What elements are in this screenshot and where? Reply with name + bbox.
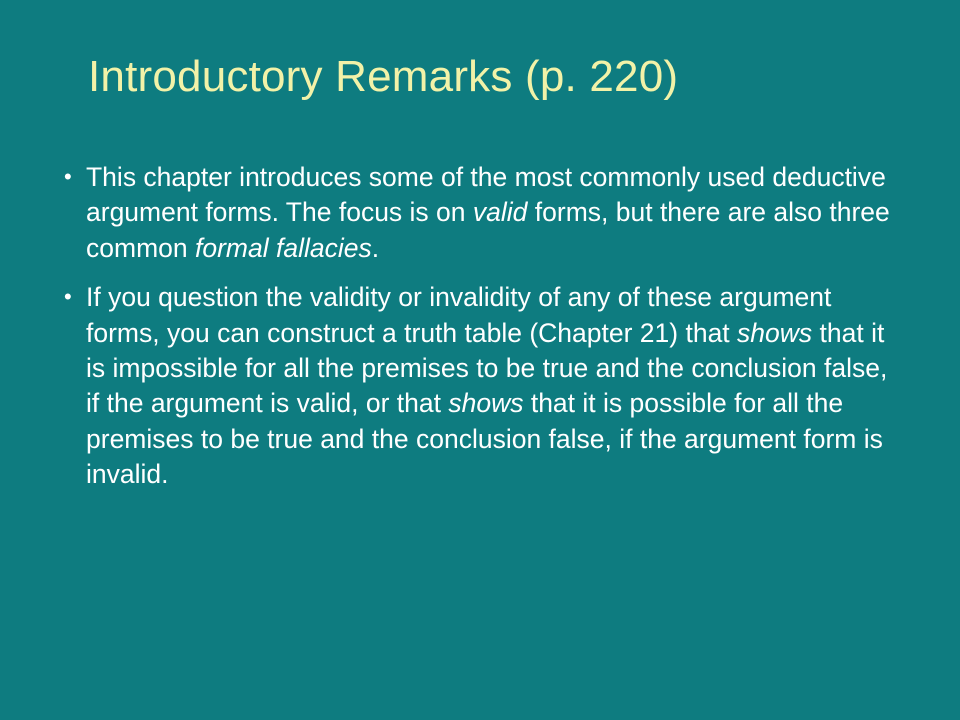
slide-body [58, 160, 918, 506]
list-item [58, 160, 918, 266]
list-item [58, 280, 918, 492]
list-item-text: This chapter introduces some of the most commonly used deductive argument forms. The focus is on valid forms, but there are also three common formal fallacies. [86, 162, 890, 263]
list-item-text: If you question the validity or invalidity of any of these argument forms, you can construct a truth table (Chapter 21) that shows that it is impossible for all the premises to be true and the conclusion false, if the argument is valid, or that shows that it is possible for all the premises to be true and the conclusion false, if the argument form is invalid. [86, 282, 888, 489]
bullet-marker-icon: • [64, 284, 72, 310]
bullet-marker-icon: • [64, 164, 72, 189]
page-title: Introductory Remarks (p. 220) [88, 52, 679, 101]
